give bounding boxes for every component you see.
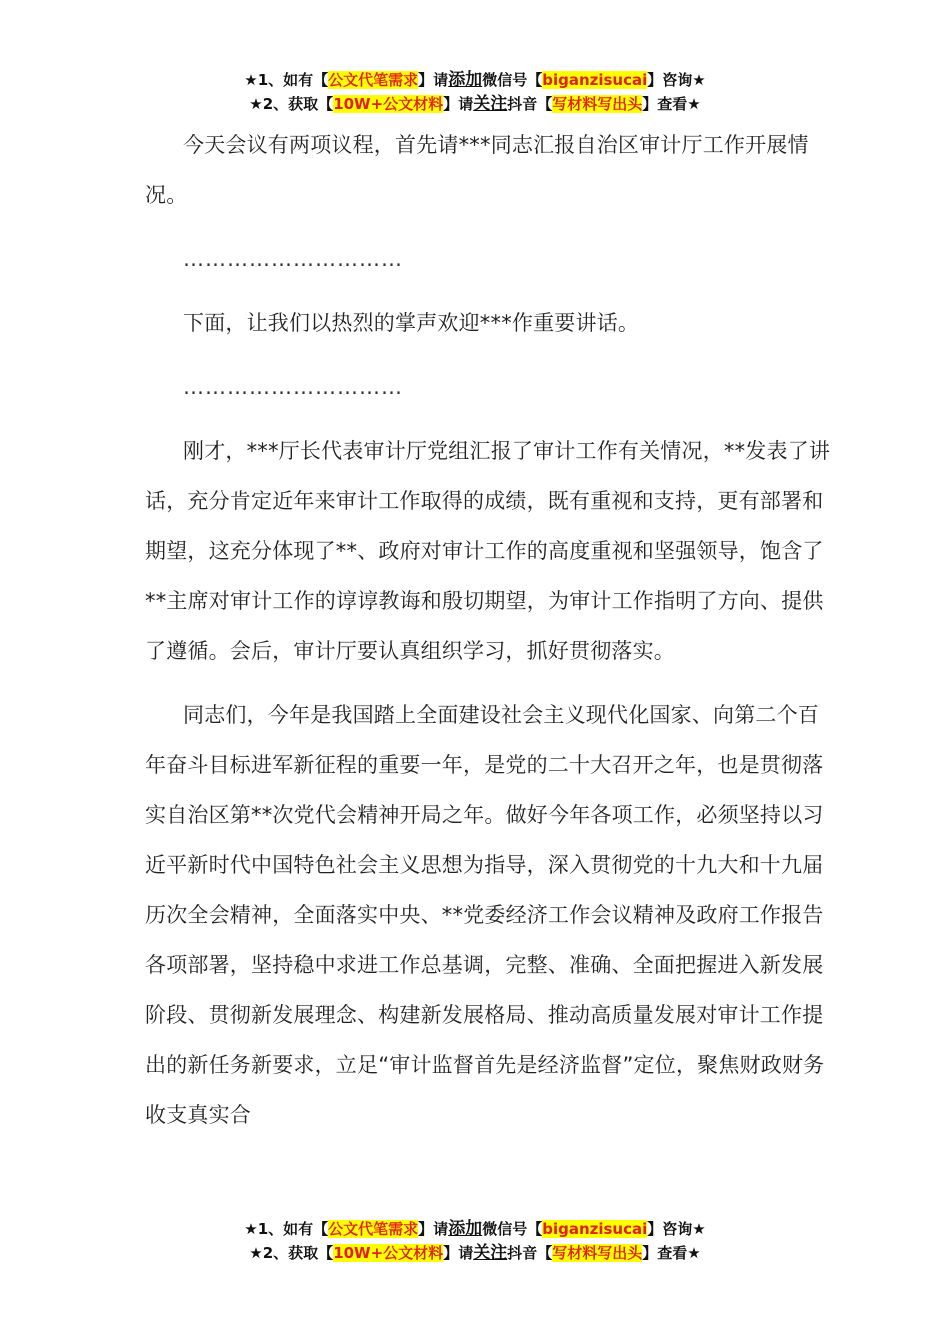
- highlight-text: 10W+公文材料: [333, 95, 444, 113]
- banner-text: ★1、如有【: [244, 71, 329, 89]
- highlight-text: 10W+公文材料: [333, 1244, 444, 1262]
- underlined-text: 关注: [473, 94, 508, 114]
- banner-text: 抖音【: [507, 1244, 553, 1262]
- douyin-account: 写材料写出头: [552, 1244, 643, 1262]
- banner-text: 微信号【: [482, 1220, 543, 1238]
- paragraph-welcome: 下面，让我们以热烈的掌声欢迎***作重要讲话。: [183, 311, 640, 335]
- banner-text: 微信号【: [482, 71, 543, 89]
- footer-banner: [0, 1217, 950, 1265]
- banner-text: 】请: [443, 95, 474, 113]
- banner-line-2: [0, 1241, 950, 1265]
- underlined-text: 添加: [448, 1219, 483, 1239]
- wechat-id: biganzisucai: [542, 1220, 648, 1238]
- banner-text: 】查看★: [642, 95, 701, 113]
- banner-text: 】请: [418, 1220, 449, 1238]
- banner-line-1: [0, 1217, 950, 1241]
- banner-line-1: [0, 68, 950, 92]
- ellipsis-separator: …………………………: [183, 375, 403, 399]
- banner-text: ★1、如有【: [244, 1220, 329, 1238]
- banner-text: ★2、获取【: [249, 1244, 334, 1262]
- banner-text: 】咨询★: [647, 71, 706, 89]
- underlined-text: 关注: [473, 1243, 508, 1263]
- banner-text: 】请: [443, 1244, 474, 1262]
- highlight-text: 公文代笔需求: [328, 1220, 419, 1238]
- paragraph-main: 同志们，今年是我国踏上全面建设社会主义现代化国家、向第二个百年奋斗目标进军新征程的重要一年，是党的二十大召开之年，也是贯彻落实自治区第**次党代会精神开局之年。做好今年各项工作，必须坚持以习近平新时代中国特色社会主义思想为指导，深入贯彻党的十九大和十九届历次全会精神，全面落实中央、**党委经济工作会议精神及政府工作报告各项部署，坚持稳中求进工作总基调，完整、准确、全面把握进入新发展阶段、贯彻新发展理念、构建新发展格局、推动高质量发展对审计工作提出的新任务新要求，立足“审计监督首先是经济监督”定位，聚焦财政财务收支真实合: [145, 703, 825, 1127]
- banner-text: 】咨询★: [647, 1220, 706, 1238]
- document-body: [145, 120, 835, 1154]
- banner-text: 】请: [418, 71, 449, 89]
- header-banner: [0, 68, 950, 116]
- highlight-text: 公文代笔需求: [328, 71, 419, 89]
- banner-text: ★2、获取【: [249, 95, 334, 113]
- douyin-account: 写材料写出头: [552, 95, 643, 113]
- underlined-text: 添加: [448, 70, 483, 90]
- banner-text: 抖音【: [507, 95, 553, 113]
- ellipsis-separator: …………………………: [183, 247, 403, 271]
- banner-line-2: [0, 92, 950, 116]
- paragraph-summary: 刚才，***厅长代表审计厅党组汇报了审计工作有关情况，**发表了讲话，充分肯定近年来审计工作取得的成绩，既有重视和支持，更有部署和期望，这充分体现了**、政府对审计工作的高度重视和坚强领导，饱含了**主席对审计工作的谆谆教诲和殷切期望，为审计工作指明了方向、提供了遵循。会后，审计厅要认真组织学习，抓好贯彻落实。: [145, 439, 831, 663]
- wechat-id: biganzisucai: [542, 71, 648, 89]
- paragraph-agenda: 今天会议有两项议程，首先请***同志汇报自治区审计厅工作开展情况。: [145, 133, 809, 207]
- banner-text: 】查看★: [642, 1244, 701, 1262]
